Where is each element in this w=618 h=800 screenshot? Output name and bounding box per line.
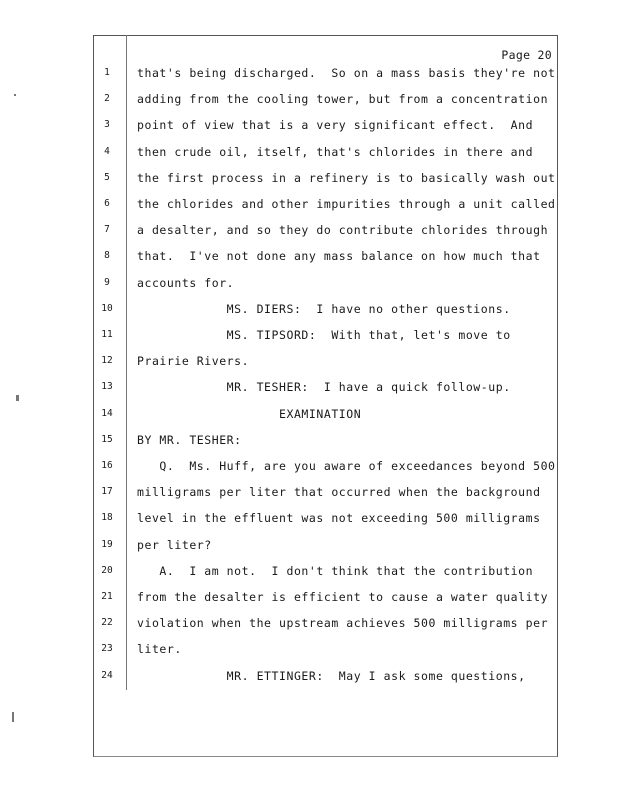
transcript-line: [0, 197, 618, 223]
line-text: that's being discharged. So on a mass basis they're not: [137, 66, 556, 80]
line-number: 20: [101, 564, 113, 576]
line-number: 23: [101, 643, 113, 655]
transcript-line: [0, 380, 618, 406]
transcript-line: [0, 538, 618, 564]
transcript-line: [0, 118, 618, 144]
line-text: a desalter, and so they do contribute chlorides through: [137, 223, 549, 238]
line-text: point of view that is a very significant effect. And: [137, 118, 534, 133]
line-number: 22: [101, 617, 113, 629]
line-number: 16: [101, 460, 113, 471]
line-text: the first process in a refinery is to basically wash out: [137, 170, 556, 185]
line-text: MR. TESHER: I have a quick follow-up.: [137, 380, 511, 395]
line-number: 24: [101, 669, 113, 681]
line-number: 17: [101, 486, 113, 498]
transcript-line: [0, 616, 618, 642]
transcript-line: [0, 145, 618, 171]
transcript-line: [0, 669, 618, 695]
line-number: 14: [101, 407, 113, 419]
line-text: BY MR. TESHER:: [137, 432, 242, 447]
line-text: MS. TIPSORD: With that, let's move to: [137, 328, 511, 342]
line-number: 18: [101, 512, 113, 524]
line-number: 6: [104, 198, 110, 209]
line-text: Prairie Rivers.: [137, 354, 250, 369]
line-number: 21: [101, 591, 113, 602]
line-number: 19: [101, 538, 113, 550]
transcript-line: [0, 511, 618, 537]
line-text: MS. DIERS: I have no other questions.: [137, 301, 511, 316]
transcript-line: [0, 92, 618, 118]
line-text: violation when the upstream achieves 500 milligrams per: [137, 616, 549, 631]
transcript-line: [0, 171, 618, 197]
transcript-line: [0, 564, 618, 590]
line-text: level in the effluent was not exceeding 500 milligrams: [137, 511, 541, 526]
line-text: accounts for.: [137, 275, 235, 290]
transcript-line: [0, 642, 618, 668]
transcript-line: [0, 302, 618, 328]
line-text: milligrams per liter that occurred when the background: [137, 485, 541, 500]
line-number: 2: [104, 93, 110, 105]
scan-speck: [14, 94, 16, 96]
line-text: Q. Ms. Huff, are you aware of exceedances beyond 500: [137, 459, 556, 473]
transcript-line: [0, 407, 618, 433]
line-number: 8: [104, 250, 110, 262]
scan-speck: [12, 712, 14, 722]
line-number: 5: [104, 171, 110, 183]
transcript-line: [0, 433, 618, 459]
line-text: adding from the cooling tower, but from a concentration: [137, 92, 549, 107]
transcript-line: [0, 276, 618, 302]
line-number: 4: [104, 145, 110, 157]
line-number: 1: [104, 67, 110, 78]
page-number: Page 20: [501, 48, 552, 62]
transcript-line: [0, 66, 618, 92]
line-text: MR. ETTINGER: May I ask some questions,: [137, 668, 526, 683]
line-text: then crude oil, itself, that's chlorides in there and: [137, 144, 534, 159]
line-number: 7: [104, 224, 110, 236]
line-number: 11: [101, 329, 113, 340]
line-text: per liter?: [137, 537, 212, 552]
transcript-line: [0, 354, 618, 380]
line-text: that. I've not done any mass balance on how much that: [137, 249, 541, 264]
transcript-line: [0, 223, 618, 249]
line-text: liter.: [137, 642, 182, 657]
line-text: the chlorides and other impurities through a unit called: [137, 197, 556, 211]
line-number: 15: [101, 433, 113, 445]
line-text: from the desalter is efficient to cause a water quality: [137, 590, 549, 604]
transcript-line: [0, 249, 618, 275]
line-number: 9: [104, 276, 110, 288]
transcript-line: [0, 328, 618, 354]
transcript-line: [0, 590, 618, 616]
scan-speck: [16, 395, 19, 401]
transcript-line: [0, 459, 618, 485]
line-number: 3: [104, 119, 110, 131]
line-text: EXAMINATION: [137, 406, 362, 421]
transcript-line: [0, 485, 618, 511]
line-number: 13: [101, 381, 113, 393]
line-number: 10: [101, 302, 113, 314]
line-text: A. I am not. I don't think that the contribution: [137, 563, 534, 578]
line-number: 12: [101, 355, 113, 367]
